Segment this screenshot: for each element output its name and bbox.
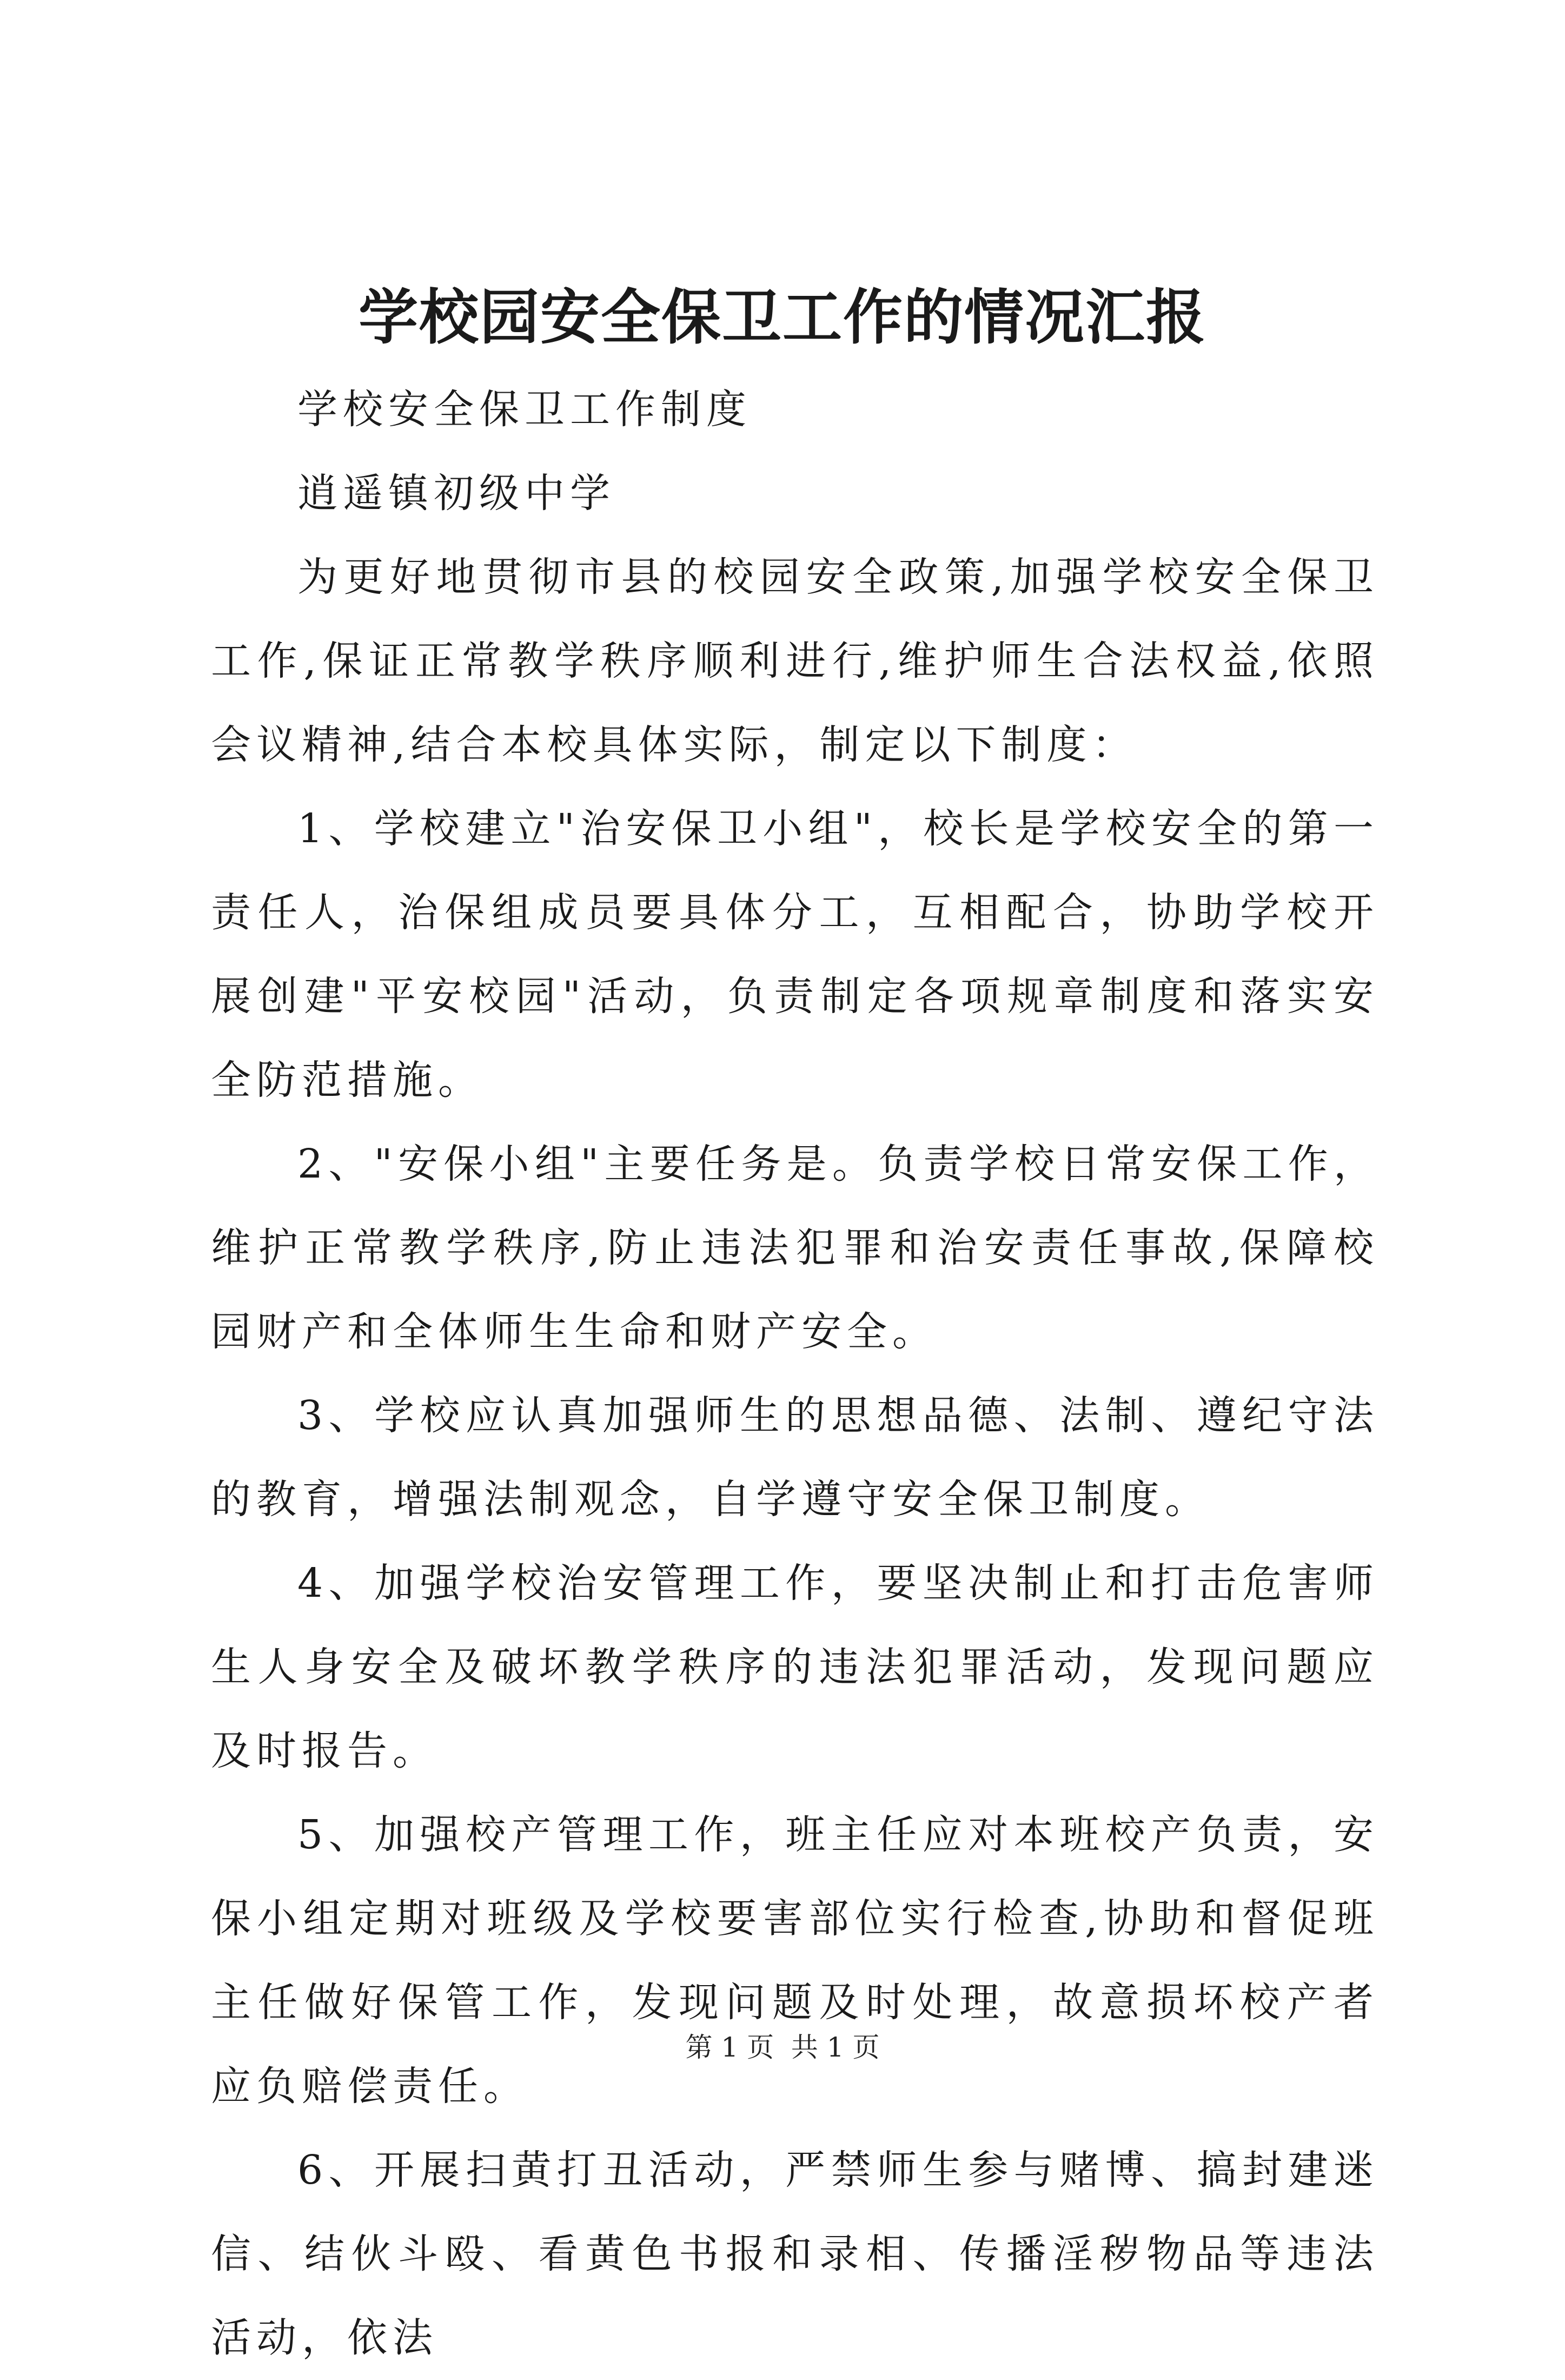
page-number-label: 第 1 页 共 1 页 [685,2032,880,2063]
author-paragraph: 逍遥镇初级中学 [297,470,615,517]
body-paragraph: 4、加强学校治安管理工作，要坚决制止和打击危害师生人身安全及破坏教学秩序的违法犯罪活动，发现问题应及时报告。 [211,1560,1379,1774]
document-body [211,368,1379,2380]
body-paragraph: 3、学校应认真加强师生的思想品德、法制、遵纪守法的教育，增强法制观念，自学遵守安全保卫制度。 [211,1392,1379,1523]
body-paragraph: 为更好地贯彻市县的校园安全政策,加强学校安全保卫工作,保证正常教学秩序顺利进行,维护师生合法权益,依照会议精神,结合本校具体实际，制定以下制度： [211,554,1379,768]
page-footer [0,2028,1565,2066]
body-paragraph: 2、"安保小组"主要任务是。负责学校日常安保工作，维护正常教学秩序,防止违法犯罪和治安责任事故,保障校园财产和全体师生生命和财产安全。 [211,1141,1379,1355]
body-paragraph: 6、开展扫黄打丑活动，严禁师生参与赌博、搞封建迷信、结伙斗殴、看黄色书报和录相、传播淫秽物品等违法活动，依法 [211,2147,1379,2361]
body-paragraph: 5、加强校产管理工作，班主任应对本班校产负责，安保小组定期对班级及学校要害部位实行检查,协助和督促班主任做好保管工作，发现问题及时处理，故意损坏校产者应负赔偿责任。 [211,1812,1379,2110]
body-paragraph: 1、学校建立"治安保卫小组"，校长是学校安全的第一责任人，治保组成员要具体分工，互相配合，协助学校开展创建"平安校园"活动，负责制定各项规章制度和落实安全防范措施。 [211,805,1379,1103]
subtitle-paragraph: 学校安全保卫工作制度 [297,386,752,433]
document-title: 学校园安全保卫工作的情况汇报 [359,282,1206,352]
